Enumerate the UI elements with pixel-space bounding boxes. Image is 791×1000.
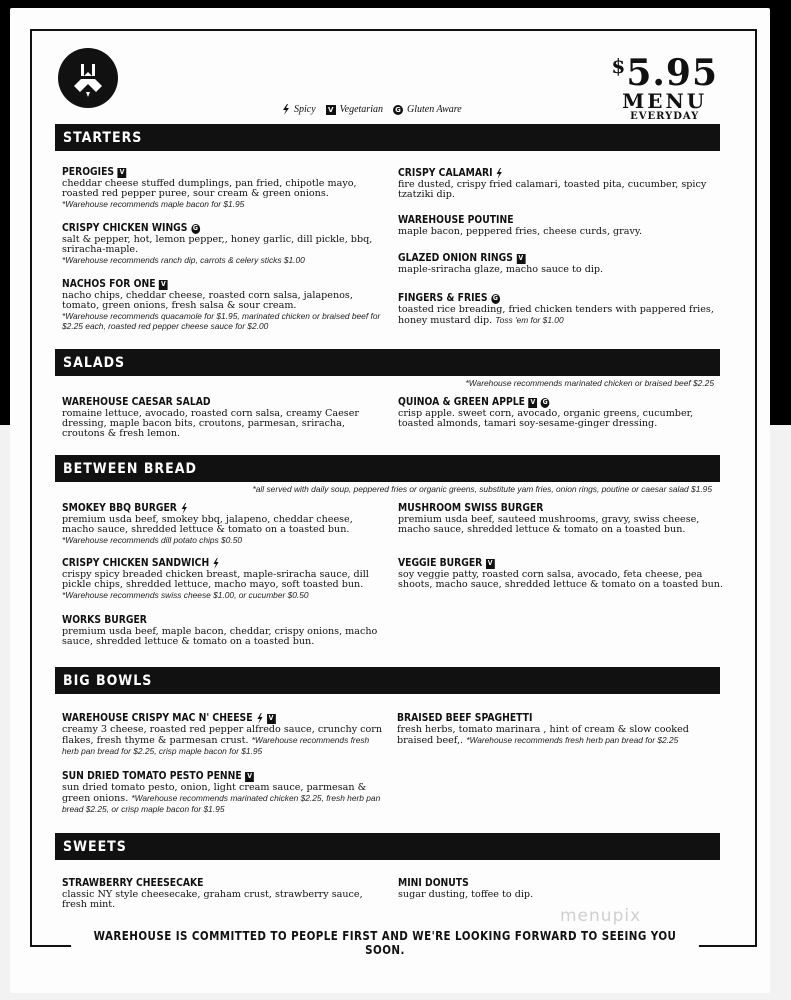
vegetarian-icon: V <box>245 772 254 782</box>
menu-item-quinoa-green-apple: QUINOA & GREEN APPLE V G crisp apple. sweet corn, avocado, organic greens, cucumber, toasted almonds, tamari soy-sesame-ginger dressing. <box>398 396 694 429</box>
menu-item-glazed-onion-rings: GLAZED ONION RINGS V maple-sriracha glaze, macho sauce to dip. <box>398 252 604 275</box>
price-header <box>611 48 718 122</box>
menu-item-strawberry-cheesecake: STRAWBERRY CHEESECAKE classic NY style cheesecake, graham crust, strawberry sauce, fresh mint. <box>62 877 363 910</box>
menu-word: MENU <box>622 89 708 113</box>
menu-item-pesto-penne: SUN DRIED TOMATO PESTO PENNE V sun dried tomato pesto, onion, light cream sauce, parmesan & green onions. *Warehouse recommends marinated chicken $2.25, fresh herb pan bread $2.25, or crisp maple bacon for $1.95 <box>62 770 381 814</box>
salads-note: *Warehouse recommends marinated chicken or braised beef $2.25 <box>465 378 714 388</box>
menu-item-crispy-calamari: CRISPY CALAMARI fire dusted, crispy fried calamari, toasted pita, cucumber, spicy tzatziki dip. <box>398 167 707 200</box>
restaurant-logo-icon <box>58 48 118 108</box>
section-starters: STARTERS <box>55 124 720 151</box>
spicy-icon <box>213 558 220 569</box>
gluten-aware-icon: G <box>492 294 498 302</box>
menu-item-works-burger: WORKS BURGER premium usda beef, maple bacon, cheddar, crispy onions, macho sauce, shredded lettuce & tomato on a toasted bun. <box>62 614 378 647</box>
gluten-aware-icon: G <box>393 105 403 115</box>
section-between-bread: BETWEEN BREAD <box>55 455 720 482</box>
everyday-label: EVERYDAY <box>630 111 700 122</box>
spicy-icon <box>282 104 290 115</box>
menu-item-crispy-chicken-wings: CRISPY CHICKEN WINGS G salt & pepper, hot, lemon pepper,, honey garlic, dill pickle, bbq, sriracha-maple. *Warehouse recommends ranch dip, carrots & celery sticks $1.00 <box>62 222 373 265</box>
between-bread-note: *all served with daily soup, peppered fries or organic greens, substitute yam fries, onion rings, poutine or caesar salad $1.95 <box>252 484 712 494</box>
price-amount: $5.95 <box>611 52 718 94</box>
legend-gluten: G Gluten Aware <box>393 104 462 115</box>
section-sweets: SWEETS <box>55 833 720 860</box>
menu-item-fingers-and-fries: FINGERS & FRIES G toasted rice breading, fried chicken tenders with pappered fries, honey mustard dip. Toss 'em for $1.00 <box>398 292 714 326</box>
vegetarian-icon: V <box>118 168 127 178</box>
section-big-bowls: BIG BOWLS <box>55 667 720 694</box>
vegetarian-icon: V <box>486 559 495 569</box>
footer-tagline: WAREHOUSE IS COMMITTED TO PEOPLE FIRST AND WE'RE LOOKING FORWARD TO SEEING YOU SOON. <box>20 929 750 958</box>
vegetarian-icon: V <box>267 714 276 724</box>
spicy-icon <box>496 168 503 179</box>
gluten-aware-icon: G <box>542 398 548 406</box>
gluten-aware-icon: G <box>192 224 198 232</box>
menu-item-mac-n-cheese: WAREHOUSE CRISPY MAC N' CHEESE V creamy 3 cheese, roasted red pepper alfredo sauce, crunchy corn flakes, fresh thyme & parmesan crust. *Warehouse recommends fresh herb pan bread for $2.25, crisp maple bacon for $1.95 <box>62 712 383 756</box>
section-salads: SALADS <box>55 349 720 376</box>
menu-item-braised-beef-spaghetti: BRAISED BEEF SPAGHETTI fresh herbs, tomato marinara , hint of cream & slow cooked braised beef,. *Warehouse recommends fresh herb pan bread for $2.25 <box>397 712 689 746</box>
menu-item-veggie-burger: VEGGIE BURGER V soy veggie patty, roasted corn salsa, avocado, feta cheese, pea shoots, macho sauce, shredded lettuce & tomato on a toasted bun. <box>398 557 723 590</box>
menu-item-caesar-salad: WAREHOUSE CAESAR SALAD romaine lettuce, avocado, roasted corn salsa, creamy Caeser dressing, maple bacon bits, croutons, parmesan, sriracha, croutons & fresh lemon. <box>62 396 359 439</box>
watermark: menupix <box>560 906 642 926</box>
vegetarian-icon: V <box>528 398 537 408</box>
menu-item-mushroom-swiss-burger: MUSHROOM SWISS BURGER premium usda beef, sauteed mushrooms, gravy, swiss cheese, macho sauce, shredded lettuce & tomato on a toasted bun. <box>398 502 700 535</box>
menu-item-nachos-for-one: NACHOS FOR ONE V nacho chips, cheddar cheese, roasted corn salsa, jalapenos, tomato, green onions, fresh salsa & sour cream. *Warehouse recommends quacamole for $1.95, marinated chicken or braised beef for $2.25 each, roasted red pepper cheese sauce for $2.00 <box>62 278 381 331</box>
vegetarian-icon: V <box>326 105 336 115</box>
vegetarian-icon: V <box>516 254 525 264</box>
menu-item-mini-donuts: MINI DONUTS sugar dusting, toffee to dip. <box>398 877 534 900</box>
menu-item-warehouse-poutine: WAREHOUSE POUTINE maple bacon, peppered fries, cheese curds, gravy. <box>398 214 643 237</box>
legend-vegetarian: V Vegetarian <box>326 104 383 115</box>
menu-item-crispy-chicken-sandwich: CRISPY CHICKEN SANDWICH crispy spicy breaded chicken breast, maple-sriracha sauce, dill pickle chips, shredded lettuce, macho mayo, soft toasted bun. *Warehouse recommends swiss cheese $1.00, or cucumber $0.50 <box>62 557 369 600</box>
menu-item-smokey-bbq-burger: SMOKEY BBQ BURGER premium usda beef, smokey bbq, jalapeno, cheddar cheese, macho sauce, shredded lettuce & tomato on a toasted bun. *Warehouse recommends dill potato chips $0.50 <box>62 502 353 545</box>
vegetarian-icon: V <box>159 280 168 290</box>
menu-item-perogies: PEROGIES V cheddar cheese stuffed dumplings, pan fried, chipotle mayo, roasted red pepper puree, sour cream & green onions. *Warehouse recommends maple bacon for $1.95 <box>62 166 357 209</box>
legend-spicy: Spicy <box>282 104 316 115</box>
spicy-icon <box>256 713 263 724</box>
spicy-icon <box>180 503 187 514</box>
dietary-legend <box>282 104 466 115</box>
